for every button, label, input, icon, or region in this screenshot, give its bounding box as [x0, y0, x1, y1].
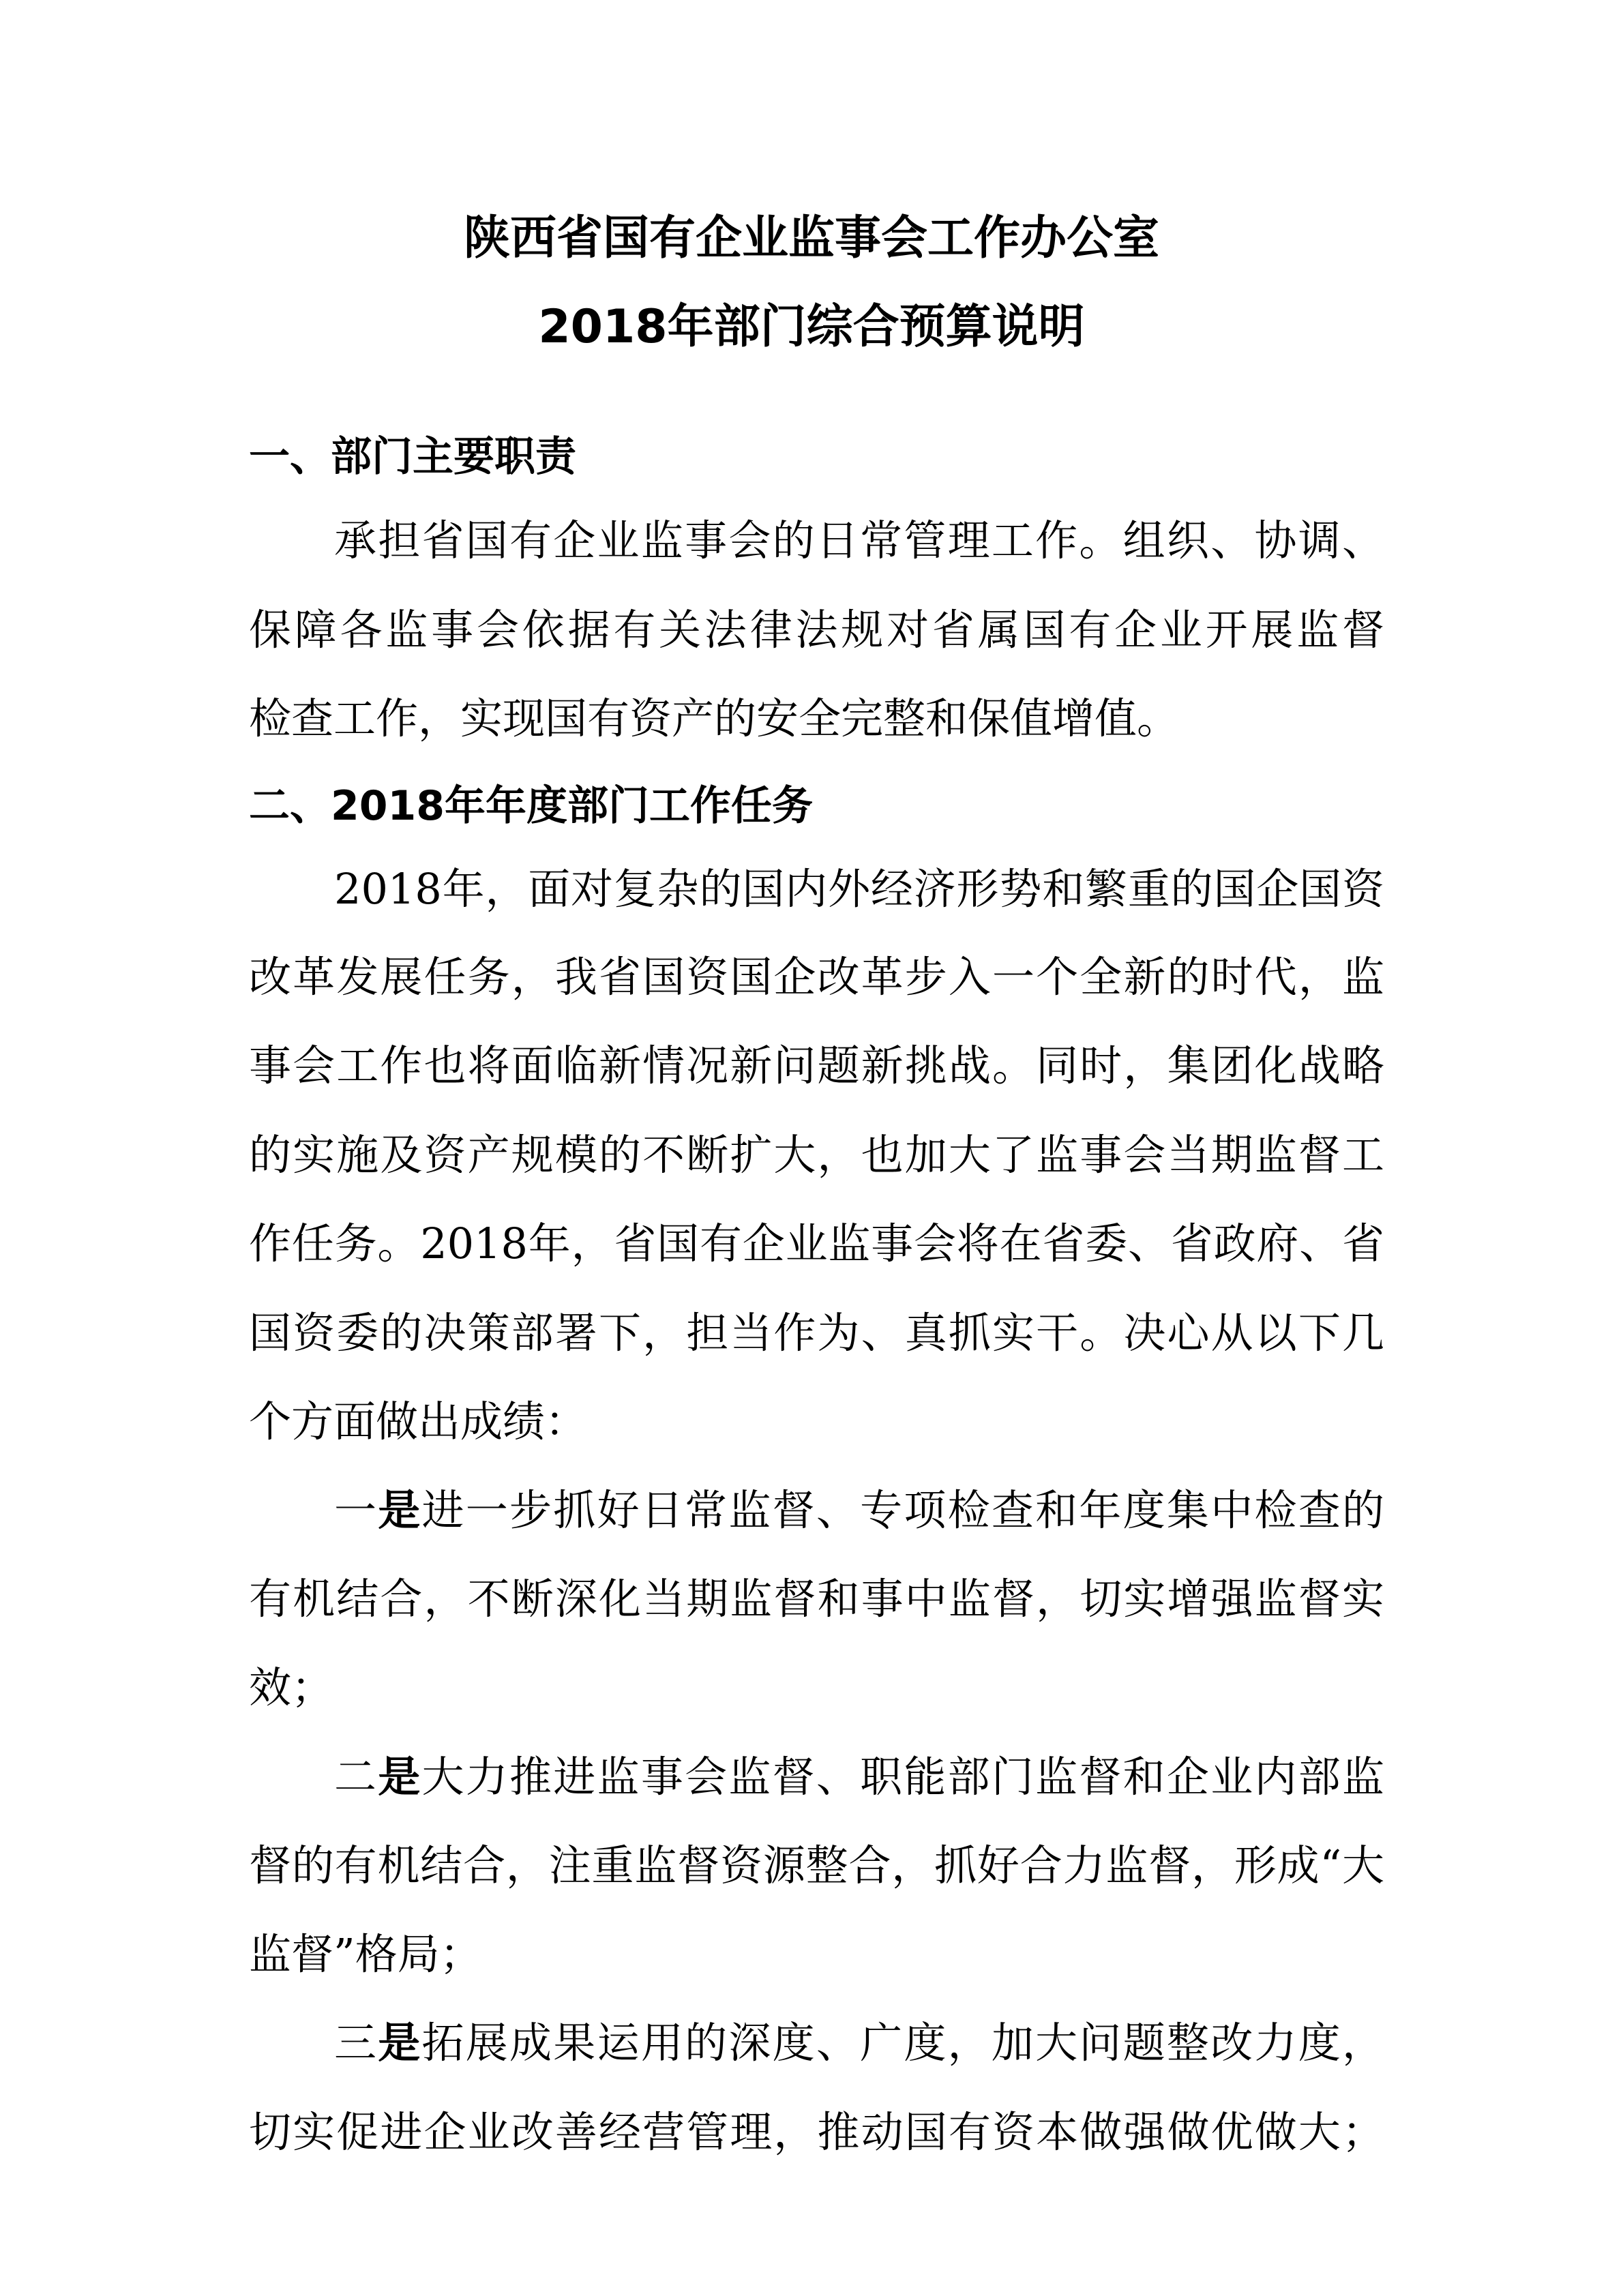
section1-heading: 一、部门主要职责: [249, 433, 576, 481]
item1-prefix: 一: [334, 1485, 378, 1535]
section2-line: 的实施及资产规模的不断扩大，也加大了监事会当期监督工: [249, 1130, 1384, 1180]
item1-line: 有机结合，不断深化当期监督和事中监督，切实增强监督实: [249, 1574, 1384, 1624]
item3-line: 切实促进企业改善经营管理，推动国有资本做强做优做大；: [249, 2107, 1384, 2157]
item2-line: 督的有机结合，注重监督资源整合，抓好合力监督，形成“大: [249, 1840, 1384, 1890]
item1-first-line: [334, 1483, 1384, 1538]
section2-line: 作任务。2018年，省国有企业监事会将在省委、省政府、省: [249, 1219, 1384, 1268]
item2-bold-marker: 是: [378, 1752, 422, 1802]
item2-text: 大力推进监事会监督、职能部门监督和企业内部监: [421, 1752, 1384, 1802]
section1-line: 承担省国有企业监事会的日常管理工作。组织、协调、: [334, 516, 1384, 565]
section2-line: 2018年，面对复杂的国内外经济形势和繁重的国企国资: [334, 864, 1384, 914]
document-title-line2: 2018年部门综合预算说明: [538, 300, 1085, 354]
document-title-line1: 陕西省国有企业监事会工作办公室: [463, 211, 1159, 265]
item3-first-line: [334, 2016, 1384, 2070]
section2-line: 国资委的决策部署下，担当作为、真抓实干。决心从以下几: [249, 1308, 1384, 1358]
item2-line: 监督”格局；: [249, 1929, 482, 1979]
item2-prefix: 二: [334, 1752, 378, 1802]
section1-line: 保障各监事会依据有关法律法规对省属国有企业开展监督: [249, 605, 1384, 655]
section2-line: 个方面做出成绩：: [249, 1397, 588, 1446]
item1-text: 进一步抓好日常监督、专项检查和年度集中检查的: [421, 1485, 1384, 1535]
section2-line: 事会工作也将面临新情况新问题新挑战。同时，集团化战略: [249, 1041, 1384, 1090]
section1-line: 检查工作，实现国有资产的安全完整和保值增值。: [249, 694, 1180, 743]
item3-bold-marker: 是: [378, 2018, 422, 2068]
item3-prefix: 三: [334, 2018, 378, 2068]
item1-line: 效；: [249, 1663, 334, 1712]
item1-bold-marker: 是: [378, 1485, 422, 1535]
item2-first-line: [334, 1750, 1384, 1804]
section2-line: 改革发展任务，我省国资国企改革步入一个全新的时代，监: [249, 952, 1384, 1002]
item3-text: 拓展成果运用的深度、广度，加大问题整改力度，: [421, 2018, 1384, 2068]
section2-heading: 二、2018年年度部门工作任务: [249, 782, 813, 830]
